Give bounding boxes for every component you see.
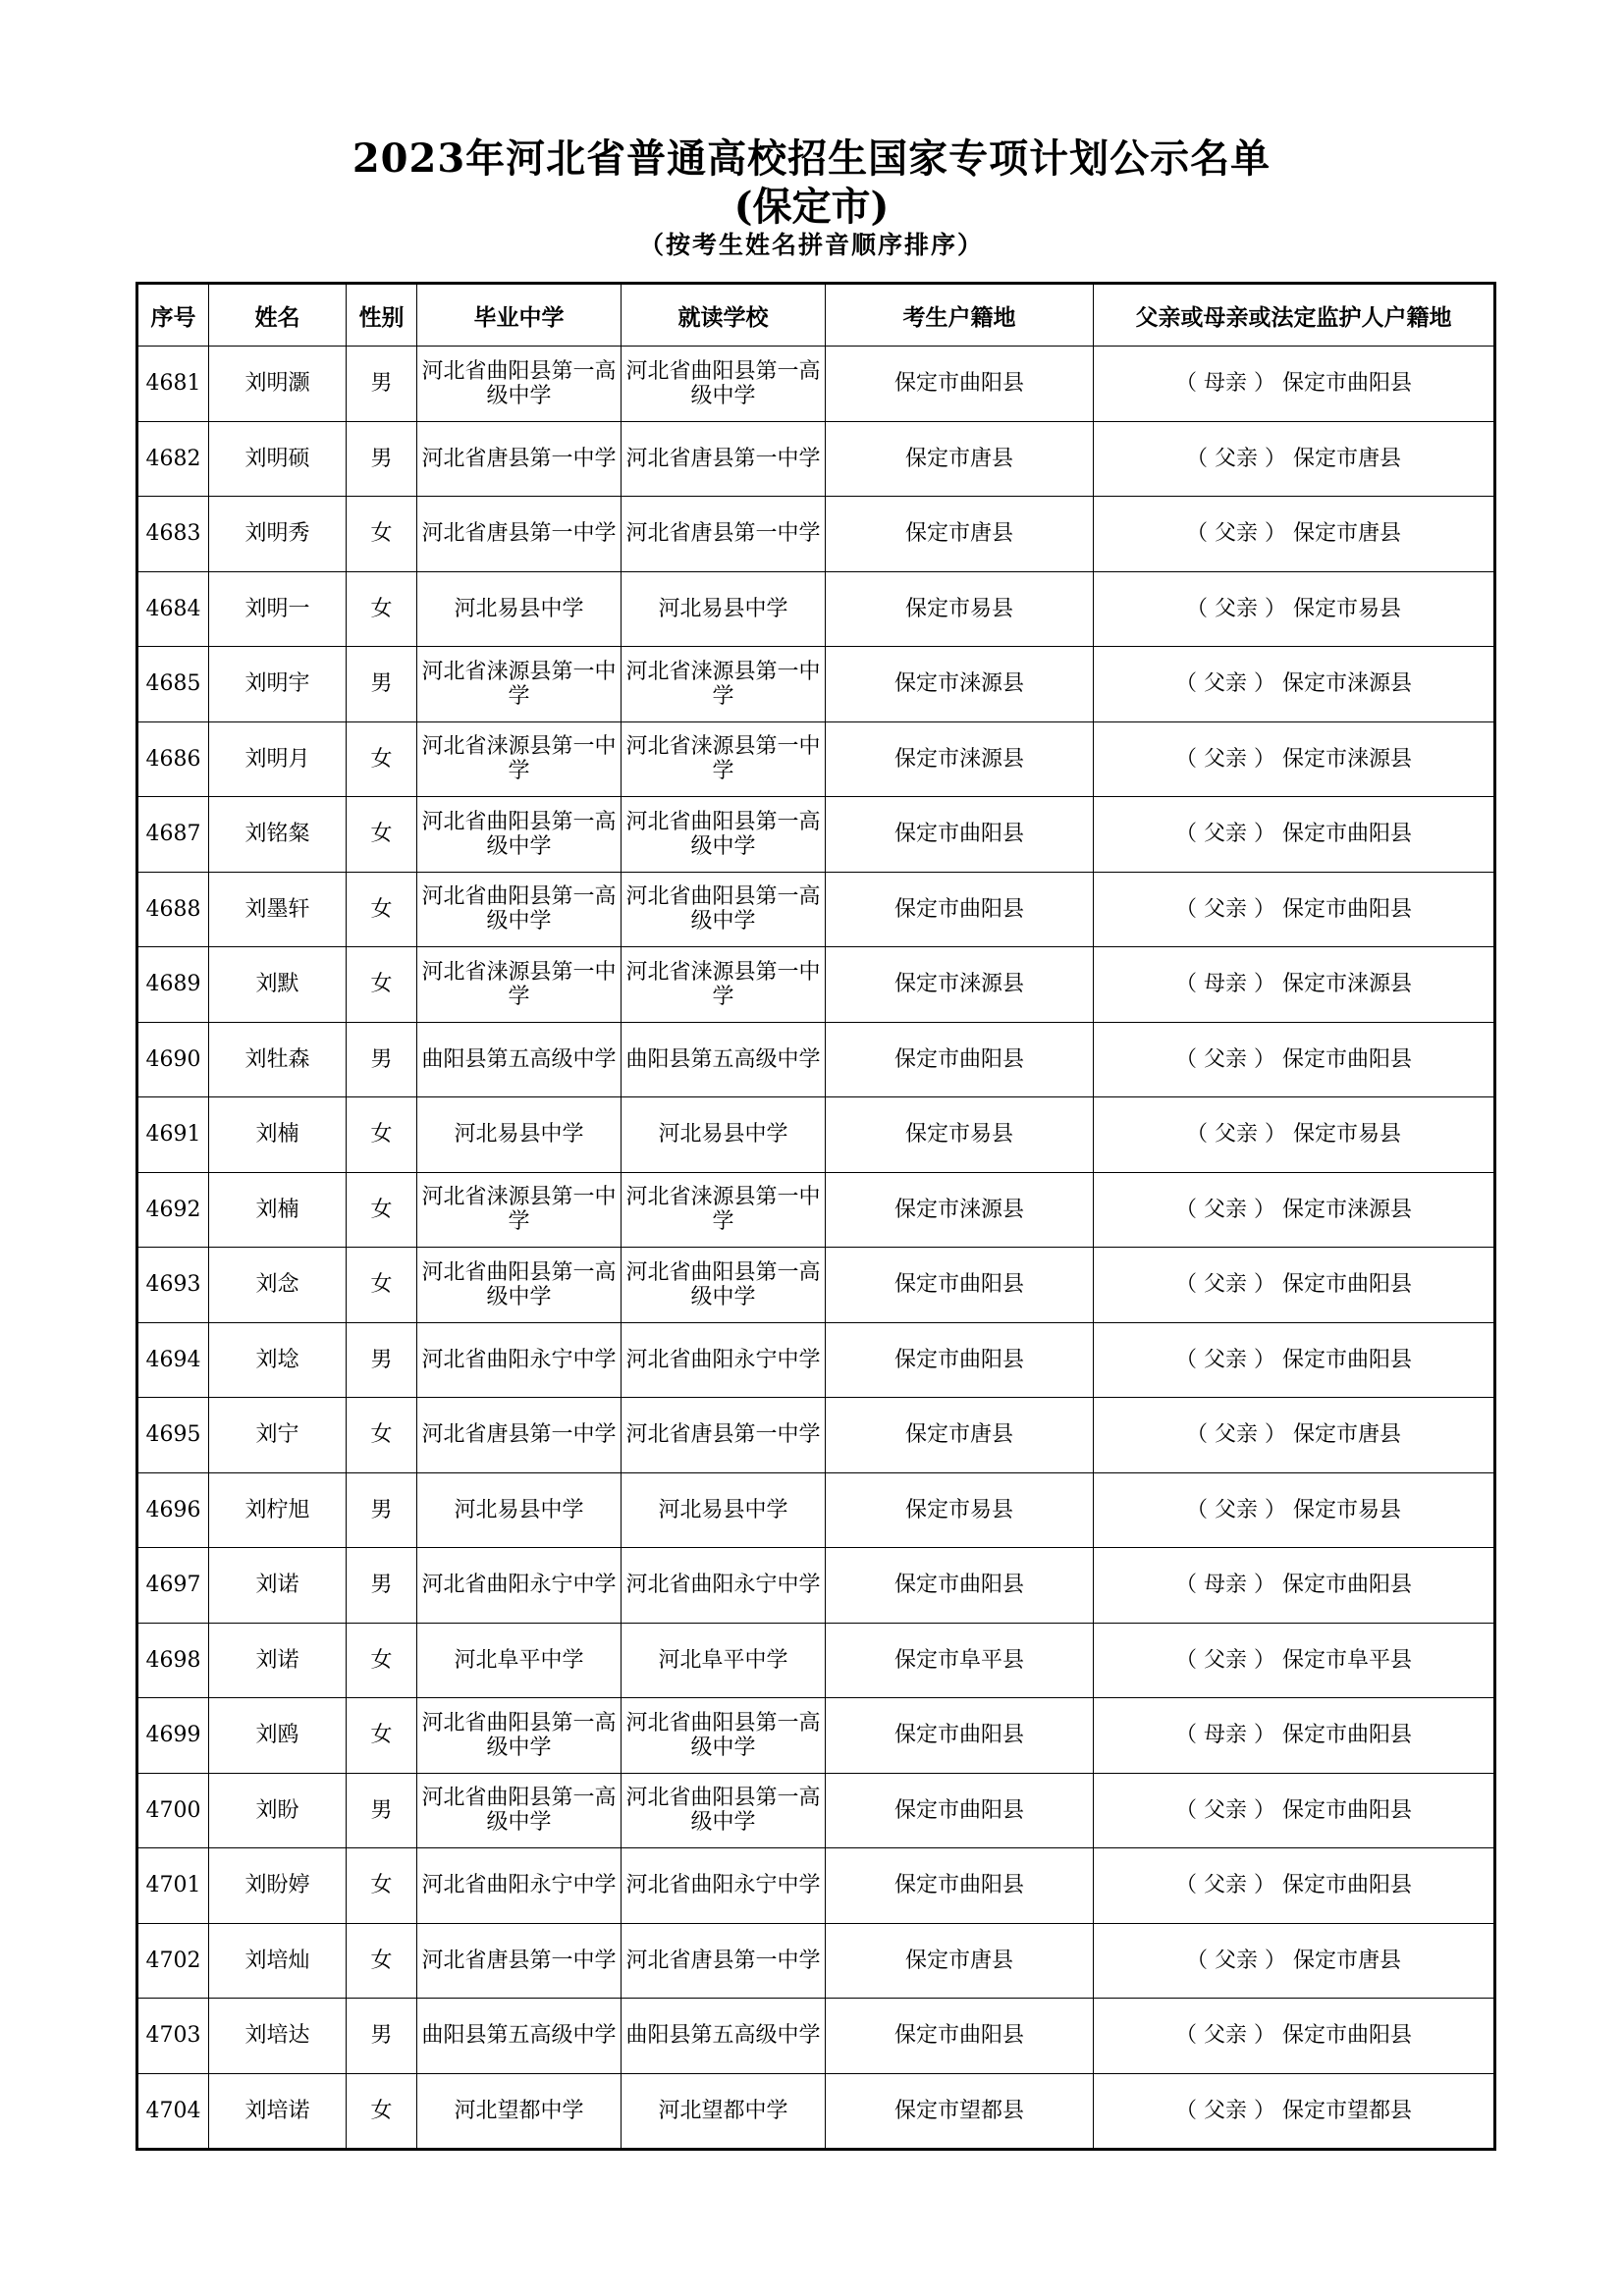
gender-cell: 女 (347, 1923, 417, 1999)
table-row (137, 2073, 1495, 2150)
table-row (137, 347, 1495, 422)
table-row (137, 947, 1495, 1023)
table-row (137, 647, 1495, 722)
name-cell: 刘盼婷 (209, 1848, 347, 1924)
gender-cell: 女 (347, 1623, 417, 1698)
grad-school-cell: 河北省曲阳县第一高级中学 (417, 347, 622, 422)
grad-school-cell: 河北易县中学 (417, 1472, 622, 1548)
current-school-cell: 河北省唐县第一中学 (622, 1398, 826, 1473)
table-row (137, 1022, 1495, 1097)
name-cell: 刘明宇 (209, 647, 347, 722)
grad-school-cell: 河北省涞源县第一中学 (417, 947, 622, 1023)
gender-cell: 女 (347, 1248, 417, 1323)
name-cell: 刘牡森 (209, 1022, 347, 1097)
grad-school-cell: 河北省唐县第一中学 (417, 421, 622, 497)
seq-cell: 4694 (137, 1322, 209, 1398)
table-row (137, 1322, 1495, 1398)
current-school-cell: 河北省曲阳县第一高级中学 (622, 347, 826, 422)
guardian-residence-cell: （ 父亲 ） 保定市易县 (1094, 1097, 1495, 1173)
name-cell: 刘盼 (209, 1773, 347, 1848)
name-cell: 刘培达 (209, 1999, 347, 2074)
current-school-cell: 曲阳县第五高级中学 (622, 1999, 826, 2074)
grad-school-cell: 河北望都中学 (417, 2073, 622, 2150)
residence-cell: 保定市涞源县 (826, 947, 1094, 1023)
table-row (137, 1097, 1495, 1173)
name-cell: 刘墨轩 (209, 872, 347, 947)
guardian-residence-cell: （ 父亲 ） 保定市曲阳县 (1094, 1999, 1495, 2074)
current-school-cell: 河北省曲阳县第一高级中学 (622, 1698, 826, 1774)
grad-school-cell: 河北阜平中学 (417, 1623, 622, 1698)
grad-school-cell: 河北易县中学 (417, 1097, 622, 1173)
seq-cell: 4683 (137, 497, 209, 572)
guardian-residence-cell: （ 母亲 ） 保定市曲阳县 (1094, 1548, 1495, 1624)
current-school-cell: 河北省曲阳县第一高级中学 (622, 1248, 826, 1323)
guardian-residence-cell: （ 父亲 ） 保定市曲阳县 (1094, 1322, 1495, 1398)
gender-cell: 男 (347, 647, 417, 722)
table-row (137, 1398, 1495, 1473)
seq-cell: 4704 (137, 2073, 209, 2150)
current-school-cell: 河北易县中学 (622, 1472, 826, 1548)
gender-cell: 女 (347, 571, 417, 647)
column-header-gender: 性别 (347, 284, 417, 347)
residence-cell: 保定市唐县 (826, 497, 1094, 572)
current-school-cell: 河北省唐县第一中学 (622, 1923, 826, 1999)
seq-cell: 4695 (137, 1398, 209, 1473)
gender-cell: 男 (347, 347, 417, 422)
name-cell: 刘明硕 (209, 421, 347, 497)
gender-cell: 女 (347, 1848, 417, 1924)
table-row (137, 1773, 1495, 1848)
residence-cell: 保定市涞源县 (826, 647, 1094, 722)
current-school-cell: 河北省曲阳永宁中学 (622, 1322, 826, 1398)
gender-cell: 男 (347, 1472, 417, 1548)
grad-school-cell: 河北易县中学 (417, 571, 622, 647)
name-cell: 刘明一 (209, 571, 347, 647)
current-school-cell: 河北省曲阳县第一高级中学 (622, 797, 826, 873)
residence-cell: 保定市曲阳县 (826, 1698, 1094, 1774)
gender-cell: 男 (347, 1999, 417, 2074)
table-row (137, 797, 1495, 873)
seq-cell: 4690 (137, 1022, 209, 1097)
grad-school-cell: 河北省曲阳县第一高级中学 (417, 1698, 622, 1774)
name-cell: 刘明秀 (209, 497, 347, 572)
table-row (137, 1999, 1495, 2074)
name-cell: 刘楠 (209, 1172, 347, 1248)
gender-cell: 男 (347, 1773, 417, 1848)
gender-cell: 女 (347, 872, 417, 947)
seq-cell: 4699 (137, 1698, 209, 1774)
grad-school-cell: 曲阳县第五高级中学 (417, 1022, 622, 1097)
seq-cell: 4685 (137, 647, 209, 722)
gender-cell: 女 (347, 1172, 417, 1248)
table-row (137, 872, 1495, 947)
name-cell: 刘默 (209, 947, 347, 1023)
current-school-cell: 河北省曲阳永宁中学 (622, 1848, 826, 1924)
gender-cell: 男 (347, 1548, 417, 1624)
roster-body (137, 347, 1495, 2150)
seq-cell: 4686 (137, 721, 209, 797)
grad-school-cell: 河北省曲阳永宁中学 (417, 1322, 622, 1398)
seq-cell: 4688 (137, 872, 209, 947)
guardian-residence-cell: （ 父亲 ） 保定市曲阳县 (1094, 1773, 1495, 1848)
column-header-guardian-residence: 父亲或母亲或法定监护人户籍地 (1094, 284, 1495, 347)
grad-school-cell: 河北省涞源县第一中学 (417, 721, 622, 797)
name-cell: 刘柠旭 (209, 1472, 347, 1548)
current-school-cell: 河北省曲阳县第一高级中学 (622, 872, 826, 947)
residence-cell: 保定市涞源县 (826, 1172, 1094, 1248)
guardian-residence-cell: （ 父亲 ） 保定市涞源县 (1094, 647, 1495, 722)
table-row (137, 1923, 1495, 1999)
seq-cell: 4691 (137, 1097, 209, 1173)
gender-cell: 女 (347, 2073, 417, 2150)
seq-cell: 4696 (137, 1472, 209, 1548)
name-cell: 刘埝 (209, 1322, 347, 1398)
table-row (137, 1623, 1495, 1698)
current-school-cell: 曲阳县第五高级中学 (622, 1022, 826, 1097)
current-school-cell: 河北省曲阳永宁中学 (622, 1548, 826, 1624)
table-row (137, 1548, 1495, 1624)
table-row (137, 571, 1495, 647)
table-row (137, 1172, 1495, 1248)
residence-cell: 保定市望都县 (826, 2073, 1094, 2150)
grad-school-cell: 河北省曲阳永宁中学 (417, 1848, 622, 1924)
seq-cell: 4689 (137, 947, 209, 1023)
column-header-grad-school: 毕业中学 (417, 284, 622, 347)
current-school-cell: 河北省涞源县第一中学 (622, 947, 826, 1023)
grad-school-cell: 河北省唐县第一中学 (417, 1398, 622, 1473)
residence-cell: 保定市曲阳县 (826, 1773, 1094, 1848)
gender-cell: 女 (347, 721, 417, 797)
current-school-cell: 河北望都中学 (622, 2073, 826, 2150)
residence-cell: 保定市唐县 (826, 1923, 1094, 1999)
gender-cell: 女 (347, 947, 417, 1023)
residence-cell: 保定市曲阳县 (826, 347, 1094, 422)
residence-cell: 保定市易县 (826, 1472, 1094, 1548)
name-cell: 刘明月 (209, 721, 347, 797)
table-row (137, 1472, 1495, 1548)
residence-cell: 保定市曲阳县 (826, 1322, 1094, 1398)
guardian-residence-cell: （ 母亲 ） 保定市曲阳县 (1094, 347, 1495, 422)
gender-cell: 男 (347, 1322, 417, 1398)
guardian-residence-cell: （ 父亲 ） 保定市唐县 (1094, 1398, 1495, 1473)
name-cell: 刘培诺 (209, 2073, 347, 2150)
guardian-residence-cell: （ 母亲 ） 保定市曲阳县 (1094, 1698, 1495, 1774)
current-school-cell: 河北省涞源县第一中学 (622, 1172, 826, 1248)
seq-cell: 4684 (137, 571, 209, 647)
residence-cell: 保定市唐县 (826, 1398, 1094, 1473)
residence-cell: 保定市曲阳县 (826, 872, 1094, 947)
table-row (137, 721, 1495, 797)
residence-cell: 保定市曲阳县 (826, 1999, 1094, 2074)
guardian-residence-cell: （ 父亲 ） 保定市涞源县 (1094, 1172, 1495, 1248)
guardian-residence-cell: （ 父亲 ） 保定市阜平县 (1094, 1623, 1495, 1698)
name-cell: 刘念 (209, 1248, 347, 1323)
gender-cell: 女 (347, 497, 417, 572)
seq-cell: 4682 (137, 421, 209, 497)
guardian-residence-cell: （ 父亲 ） 保定市易县 (1094, 1472, 1495, 1548)
current-school-cell: 河北省涞源县第一中学 (622, 647, 826, 722)
sort-note: （按考生姓名拼音顺序排序） (638, 231, 984, 259)
seq-cell: 4698 (137, 1623, 209, 1698)
name-cell: 刘培灿 (209, 1923, 347, 1999)
roster-table (135, 282, 1496, 2151)
current-school-cell: 河北省曲阳县第一高级中学 (622, 1773, 826, 1848)
guardian-residence-cell: （ 父亲 ） 保定市易县 (1094, 571, 1495, 647)
guardian-residence-cell: （ 父亲 ） 保定市曲阳县 (1094, 1848, 1495, 1924)
seq-cell: 4701 (137, 1848, 209, 1924)
seq-cell: 4703 (137, 1999, 209, 2074)
current-school-cell: 河北易县中学 (622, 1097, 826, 1173)
name-cell: 刘诺 (209, 1548, 347, 1624)
seq-cell: 4693 (137, 1248, 209, 1323)
gender-cell: 女 (347, 1698, 417, 1774)
guardian-residence-cell: （ 父亲 ） 保定市曲阳县 (1094, 797, 1495, 873)
table-row (137, 421, 1495, 497)
column-header-name: 姓名 (209, 284, 347, 347)
guardian-residence-cell: （ 父亲 ） 保定市曲阳县 (1094, 1022, 1495, 1097)
residence-cell: 保定市易县 (826, 571, 1094, 647)
grad-school-cell: 河北省曲阳县第一高级中学 (417, 1773, 622, 1848)
page-subtitle: (保定市) (733, 184, 890, 230)
current-school-cell: 河北省唐县第一中学 (622, 421, 826, 497)
guardian-residence-cell: （ 父亲 ） 保定市涞源县 (1094, 721, 1495, 797)
name-cell: 刘宁 (209, 1398, 347, 1473)
guardian-residence-cell: （ 父亲 ） 保定市唐县 (1094, 1923, 1495, 1999)
name-cell: 刘鸥 (209, 1698, 347, 1774)
residence-cell: 保定市曲阳县 (826, 1848, 1094, 1924)
grad-school-cell: 河北省唐县第一中学 (417, 497, 622, 572)
grad-school-cell: 河北省曲阳永宁中学 (417, 1548, 622, 1624)
table-row (137, 1848, 1495, 1924)
column-header-seq: 序号 (137, 284, 209, 347)
table-row (137, 1248, 1495, 1323)
current-school-cell: 河北易县中学 (622, 571, 826, 647)
residence-cell: 保定市曲阳县 (826, 1022, 1094, 1097)
grad-school-cell: 河北省涞源县第一中学 (417, 1172, 622, 1248)
name-cell: 刘楠 (209, 1097, 347, 1173)
gender-cell: 女 (347, 1097, 417, 1173)
guardian-residence-cell: （ 父亲 ） 保定市唐县 (1094, 421, 1495, 497)
seq-cell: 4700 (137, 1773, 209, 1848)
gender-cell: 女 (347, 797, 417, 873)
seq-cell: 4697 (137, 1548, 209, 1624)
current-school-cell: 河北阜平中学 (622, 1623, 826, 1698)
residence-cell: 保定市涞源县 (826, 721, 1094, 797)
grad-school-cell: 河北省曲阳县第一高级中学 (417, 872, 622, 947)
column-header-current-school: 就读学校 (622, 284, 826, 347)
table-header-row (137, 284, 1495, 347)
guardian-residence-cell: （ 父亲 ） 保定市曲阳县 (1094, 1248, 1495, 1323)
current-school-cell: 河北省唐县第一中学 (622, 497, 826, 572)
gender-cell: 男 (347, 1022, 417, 1097)
current-school-cell: 河北省涞源县第一中学 (622, 721, 826, 797)
seq-cell: 4692 (137, 1172, 209, 1248)
name-cell: 刘诺 (209, 1623, 347, 1698)
column-header-residence: 考生户籍地 (826, 284, 1094, 347)
guardian-residence-cell: （ 父亲 ） 保定市曲阳县 (1094, 872, 1495, 947)
residence-cell: 保定市曲阳县 (826, 1248, 1094, 1323)
grad-school-cell: 河北省唐县第一中学 (417, 1923, 622, 1999)
name-cell: 刘明灏 (209, 347, 347, 422)
page-title: 2023年河北省普通高校招生国家专项计划公示名单 (352, 135, 1271, 182)
guardian-residence-cell: （ 父亲 ） 保定市望都县 (1094, 2073, 1495, 2150)
residence-cell: 保定市易县 (826, 1097, 1094, 1173)
guardian-residence-cell: （ 父亲 ） 保定市唐县 (1094, 497, 1495, 572)
name-cell: 刘铭粲 (209, 797, 347, 873)
residence-cell: 保定市唐县 (826, 421, 1094, 497)
gender-cell: 男 (347, 421, 417, 497)
seq-cell: 4681 (137, 347, 209, 422)
grad-school-cell: 河北省曲阳县第一高级中学 (417, 797, 622, 873)
grad-school-cell: 曲阳县第五高级中学 (417, 1999, 622, 2074)
table-row (137, 497, 1495, 572)
guardian-residence-cell: （ 母亲 ） 保定市涞源县 (1094, 947, 1495, 1023)
table-row (137, 1698, 1495, 1774)
seq-cell: 4687 (137, 797, 209, 873)
residence-cell: 保定市曲阳县 (826, 1548, 1094, 1624)
grad-school-cell: 河北省曲阳县第一高级中学 (417, 1248, 622, 1323)
seq-cell: 4702 (137, 1923, 209, 1999)
gender-cell: 女 (347, 1398, 417, 1473)
residence-cell: 保定市阜平县 (826, 1623, 1094, 1698)
residence-cell: 保定市曲阳县 (826, 797, 1094, 873)
grad-school-cell: 河北省涞源县第一中学 (417, 647, 622, 722)
